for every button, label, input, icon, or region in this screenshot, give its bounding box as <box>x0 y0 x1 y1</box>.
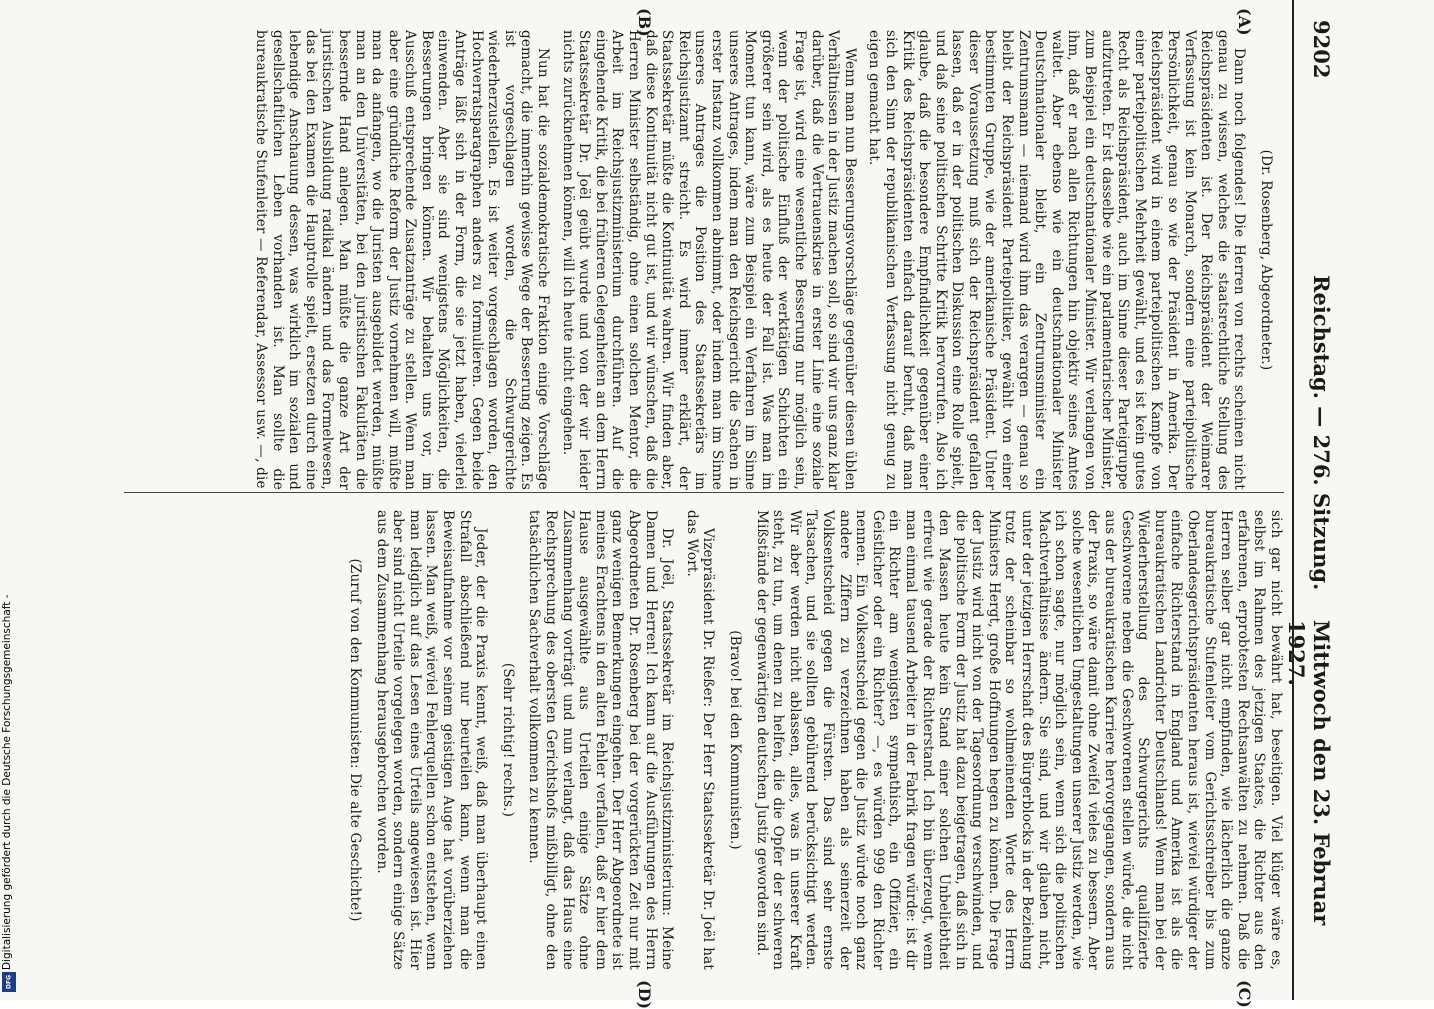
session-title: Reichstag. — 276. Sitzung. <box>1309 275 1334 591</box>
margin-mark-a: (A) <box>1235 8 1254 36</box>
right-column <box>337 510 1284 970</box>
digitization-footer <box>0 0 18 1000</box>
left-column <box>244 30 1284 490</box>
header-rule <box>1292 0 1294 1000</box>
paragraph: Wenn man nun Besserungsvorschläge gegenüber diesen üblen Verhältnissen in der Justiz machen soll, so sind wir uns ganz klar darüber, daß die Vertrauenskrise in erster Linie eine soziale Frage ist, wird eine wesentliche Besserung nur möglich sein, wenn der politische Einfluß der werktätigen Schichten ein größerer sein wird, als es heute der Fall ist. Was man im Moment tun kann, wäre zum Beispiel ein Verfahren im Sinne unseres Antrages, indem man den Reichsgericht die Sachen in erster Instanz vollkommen abnimmt, oder indem man im Sinne unseres Antrages die Position des Staatssekretärs im Reichsjustizamt streicht. Es wird immer erklärt, der Staatssekretär müßte die Kontinuität wahren. Wir finden aber, daß diese Kontinuität nicht gut ist, und wir wünschen, daß die Herren Minister selbständig, ohne einen solchen Mentor, die Arbeit im Reichsjustizministerium durchführen. Auf die eingehende Kritik, die bei früheren Gelegenheiten an dem Herrn Staatssekretär Dr. Joël geübt wurde und von der wir leider nichts zurücknehmen können, will ich heute nicht eingehen. <box>559 30 858 490</box>
paragraph: Dann noch folgendes! Die Herren von rechts scheinen nicht genau zu wissen, welches die staatsrechtliche Stellung des Reichspräsidenten ist. Der Reichspräsident der Weimarer Verfassung ist kein Monarch, sondern eine parteipolitische Persönlichkeit, genau so wie der Präsident in Amerika. Der Reichspräsident wird in einem parteipolitischen Kampfe von einer parteipolitischen Mehrheit gewählt, und es ist kein gutes Recht als Reichspräsident, auch im Sinne dieser Parteigruppe aufzutreten. Er ist dasselbe wie ein parlamentarischer Minister, zum Beispiel ein deutschnationaler Minister. Wir verlangen von ihm, daß er nach allen Richtungen hin objektiv seines Amtes waltet. Aber ebenso wie ein deutschnationaler Minister Deutschnationaler bleibt, ein Zentrumsminister ein Zentrumsmann — niemand wird ihm das verargen — genau so bleibt der Reichspräsident Parteipolitiker, gewählt von einer bestimmten Gruppe, wie der amerikanische Präsident. Unter dieser Voraussetzung muß sich der Reichspräsident gefallen lassen, daß er in der politischen Diskussion eine Rolle spielt, und daß seine politischen Schritte Kritik hervorrufen. Also ich glaube, daß die besondere Empfindlichkeit gegenüber einer Kritik des Reichspräsidenten einfach darauf beruht, daß man sich den Sinn der republikanischen Verfassung nicht genug zu eigen gemacht hat. <box>866 30 1248 490</box>
session-date: Mittwoch den 23. Februar 1927. <box>1284 620 1334 926</box>
interjection: (Sehr richtig! rechts.) <box>499 662 516 818</box>
page-number: 9202 <box>1309 20 1334 79</box>
paragraph: Jeder, der die Praxis kennt, weiß, daß man überhaupt einen Strafall abschließend nur beurteilen kann, wenn man die Beweisaufnahme vor seinem geistigen Auge hat vorüberziehen lassen. Man weiß, wieviel Fehlerquellen schon entstehen, wenn man lediglich auf das Lesen eines Urteils angewiesen ist. Hier aber sind nicht Urteile vorgelegen worden, sondern einige Sätze aus dem Zusammenhang herausgebrochen worden. <box>373 510 490 970</box>
applause-note: (Bravo! bei den Kommunisten.) <box>727 630 743 850</box>
margin-mark-d: (D) <box>635 980 654 1009</box>
column-divider <box>124 492 1284 493</box>
paragraph: Dr. Joël, Staatssekretär im Reichsjustizministerium: Meine Damen und Herren! Ich kann auf die Ausführungen des Herrn Abgeordneten Dr. Rosenberg bei der vorgerückten Zeit nur mit ganz wenigen Bemerkungen eingehen. Der Herr Abgeordnete ist meines Erachtens in den alten Fehler verfallen, daß er hier dem Hause ausgewählte aus Urteilen einige Sätze ohne Zusammenhang vorträgt und nun verlangt, daß das Haus eine Rechtsprechung des obersten Gerichtshofs mißbilligt, ohne den tatsächlichen Sachverhalt vollkommen zu kennen. <box>526 510 676 970</box>
interjection: (Zuruf von den Kommunisten: Die alte Geschichte!) <box>347 558 364 922</box>
speaker-line: (Dr. Rosenberg, Abgeordneter.) <box>1258 149 1274 371</box>
dfg-logo: DFG <box>2 972 16 992</box>
vice-president-announcement: Vizepräsident Dr. Rießer: Der Herr Staatssekretär Dr. Joël hat das Wort. <box>683 510 717 970</box>
margin-mark-c: (C) <box>1235 980 1254 1008</box>
paragraph: sich gar nicht bewährt hat, beseitigen. Viel klüger wäre es, selbst im Rahmen des jetzigen Staates, die Richter aus den erfahrenen, erprobtesten Rechtsanwälten zu nehmen. Daß die Herren selber gar nicht empfinden, wie lächerlich die ganze bureaukratische Stufenleiter vom Gerichtsschreiber bis zum Oberlandesgerichtspräsidenten heraus ist, wieviel würdiger der einfache Richterstand in England und Amerika ist als die bureaukratischen Landrichter Deutschlands! Wenn man bei der Wiederherstellung des Schwurgerichts qualifizierte Geschworene neben die Geschworenen stellen würde, die nicht aus der bureaukratischen Karriere hervorgegangen, sondern aus der Praxis, so wäre damit ohne Zweifel vieles zu bessern. Aber solche wesentlichen Umgestaltungen unserer Justiz werden, wie ich schon sagte, nur möglich sein, wenn sich die politischen Machtverhältnisse ändern. Sie sind, und wir glauben nicht, unter der jetzigen Herrschaft des Bürgerblocks in der Beziehung trotz der scheinbar so wohlmeinenden Worte des Herrn Ministers Hergt, große Hoffnungen hegen zu können. Die Frage der Justiz wird nicht von der Tagesordnung verschwinden, und die politische Form der Justiz hat dazu beigetragen, daß sich in den Massen heute kein Stand einer solchen Unbeliebtheit erfreut wie gerade der Richterstand. Ich bin überzeugt, wenn man einmal tausend Arbeiter in der Fabrik fragen würde: ist dir ein Richter am wenigsten sympathisch, ein Offizier, ein Geistlicher oder ein Richter? —, es würden 999 den Richter nennen. Ein Volksentscheid gegen die Justiz würde noch ganz andere Ziffern zu verzeichnen haben als seinerzeit der Volksentscheid gegen die Fürsten. Das sind sehr ernste Tatsachen, und sie sollten gebührend berücksichtigt werden. Wir aber werden nicht ablassen, alles, was in unserer Kraft steht, zu tun, um denen zu helfen, die die Opfer der schweren Mißstände der gegenwärtigen deutschen Justiz geworden sind. <box>753 510 1284 970</box>
footer-credit: Digitalisierung gefördert durch die Deutsche Forschungsgemeinschaft - <box>1 594 13 970</box>
paragraph: Nun hat die sozialdemokratische Fraktion einige Vorschläge gemacht, die immerhin gewisse Wege der Besserung zeigen. Es ist vorgeschlagen worden, die Schwurgerichte wiederherzustellen. Es ist weiter vorgeschlagen worden, den Hochverratsparagraphen anders zu formulieren. Gegen beide Anträge läßt sich in der Form, die sie jetzt haben, vielerlei einwenden. Aber sie sind wenigstens Möglichkeiten, die Besserungen bringen können. Wir behalten uns vor, im Ausschuß entsprechende Zusatzanträge zu stellen. Wenn man aber eine gründliche Reform der Justiz vornehmen will, müßte man da anfangen, wo die Juristen ausgebildet werden, müßte man an den Universitäten, bei den juristischen Fakultäten die bessernde Hand anlegen. Man müßte die ganze Art der juristischen Ausbildung radikal ändern und das Formelwesen, das bei den Examen die Hauptrolle spielt, ersetzen durch eine lebendige Anschauung dessen, was wirklich im sozialen und gesellschaftlichen Leben vorhanden ist. Man sollte die bureaukratische Stufenleiter — Referendar, Assessor usw. —, die <box>252 30 552 490</box>
margin-mark-b: (B) <box>635 8 654 37</box>
page-header <box>1284 20 1334 980</box>
